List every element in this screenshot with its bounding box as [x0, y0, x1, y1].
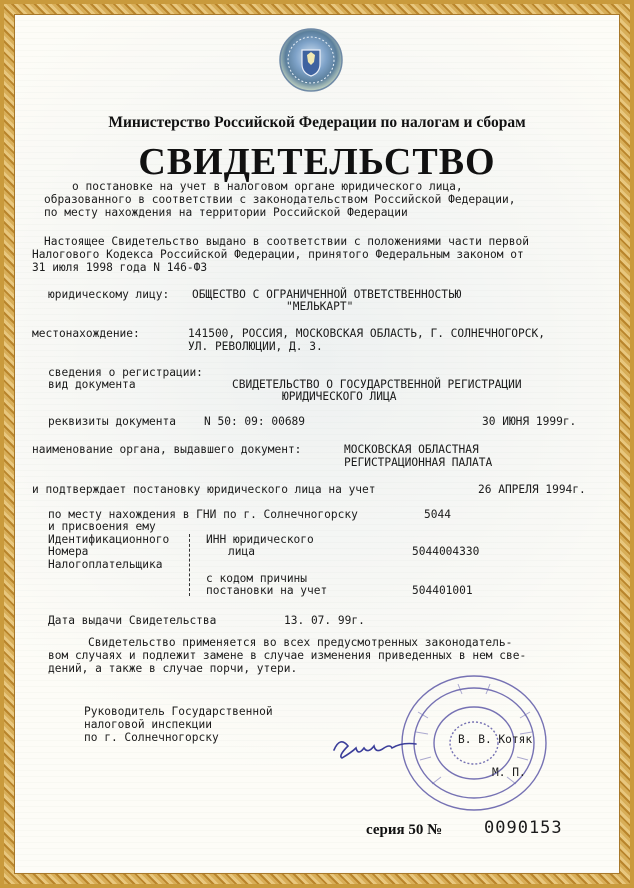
usage-line: Свидетельство применяется во всех предусмотренных законодатель- — [88, 636, 513, 649]
inn-value: 5044004330 — [412, 545, 480, 558]
head-title: Руководитель Государственной — [84, 705, 273, 718]
doc-type-label: вид документа — [48, 378, 136, 391]
ids-label: Налогоплательщика — [48, 558, 163, 571]
subtitle-line: образованного в соответствии с законодательством Российской Федерации, — [44, 193, 516, 206]
issuer-name: МОСКОВСКАЯ ОБЛАСТНАЯ — [344, 443, 479, 456]
ids-label: Номера — [48, 545, 89, 558]
series-label: серия 50 № — [366, 822, 443, 838]
intro-line: 31 июля 1998 года N 146-ФЗ — [32, 261, 208, 274]
series-number: 0090153 — [484, 818, 563, 838]
requisites-date: 30 ИЮНЯ 1999г. — [482, 415, 577, 428]
issue-date-label: Дата выдачи Свидетельства — [48, 614, 217, 627]
ids-label: Идентификационного — [48, 533, 170, 546]
seal-place-mark: М. П. — [492, 766, 526, 779]
issuer-name: РЕГИСТРАЦИОННАЯ ПАЛАТА — [344, 456, 493, 469]
registration-label: сведения о регистрации: — [48, 366, 203, 379]
issue-date-value: 13. 07. 99г. — [284, 614, 365, 627]
entity-name: ОБЩЕСТВО С ОГРАНИЧЕННОЙ ОТВЕТСТВЕННОСТЬЮ — [192, 288, 462, 301]
head-title: налоговой инспекции — [84, 718, 212, 731]
entity-name: "МЕЛЬКАРТ" — [286, 300, 354, 313]
location-address: 141500, РОССИЯ, МОСКОВСКАЯ ОБЛАСТЬ, Г. СОЛНЕЧНОГОРСК, — [188, 327, 545, 340]
inn-label: лица — [228, 545, 255, 558]
usage-line: дений, а также в случае порчи, утери. — [48, 662, 298, 675]
subtitle-line: по месту нахождения на территории Российской Федерации — [44, 206, 408, 219]
location-label: местонахождение: — [32, 327, 140, 340]
entity-label: юридическому лицу: — [48, 288, 170, 301]
kpp-label: с кодом причины — [206, 572, 308, 585]
head-name: В. В. Котяк — [458, 733, 533, 746]
hologram-emblem-icon — [278, 24, 344, 96]
location-address: УЛ. РЕВОЛЮЦИИ, Д. 3. — [188, 340, 323, 353]
ids-separator — [189, 534, 190, 596]
gni-code: 5044 — [424, 508, 451, 521]
requisites-label: реквизиты документа — [48, 415, 176, 428]
doc-type-value: СВИДЕТЕЛЬСТВО О ГОСУДАРСТВЕННОЙ РЕГИСТРАЦИИ — [232, 378, 522, 391]
confirm-text: и подтверждает постановку юридического лица на учет — [32, 483, 376, 496]
confirm-date: 26 АПРЕЛЯ 1994г. — [478, 483, 586, 496]
ministry-heading: Министерство Российской Федерации по налогам и сборам — [108, 114, 526, 131]
usage-line: вом случаях и подлежит замене в случае изменения приведенных в нем све- — [48, 649, 527, 662]
kpp-label: постановки на учет — [206, 584, 328, 597]
kpp-value: 504401001 — [412, 584, 473, 597]
inn-label: ИНН юридического — [206, 533, 314, 546]
gni-text: по месту нахождения в ГНИ по г. Солнечногорску — [48, 508, 358, 521]
gni-text: и присвоения ему — [48, 520, 156, 533]
intro-line: Налогового Кодекса Российской Федерации, принятого Федеральным законом от — [32, 248, 524, 261]
requisites-value: N 50: 09: 00689 — [204, 415, 306, 428]
issuer-label: наименование органа, выдавшего документ: — [32, 443, 302, 456]
doc-type-value: ЮРИДИЧЕСКОГО ЛИЦА — [282, 390, 397, 403]
intro-line: Настоящее Свидетельство выдано в соответствии с положениями части первой — [44, 235, 529, 248]
document-title: СВИДЕТЕЛЬСТВО — [138, 141, 496, 183]
signature-icon — [328, 730, 428, 764]
head-title: по г. Солнечногорску — [84, 731, 219, 744]
subtitle-line: о постановке на учет в налоговом органе юридического лица, — [72, 180, 463, 193]
